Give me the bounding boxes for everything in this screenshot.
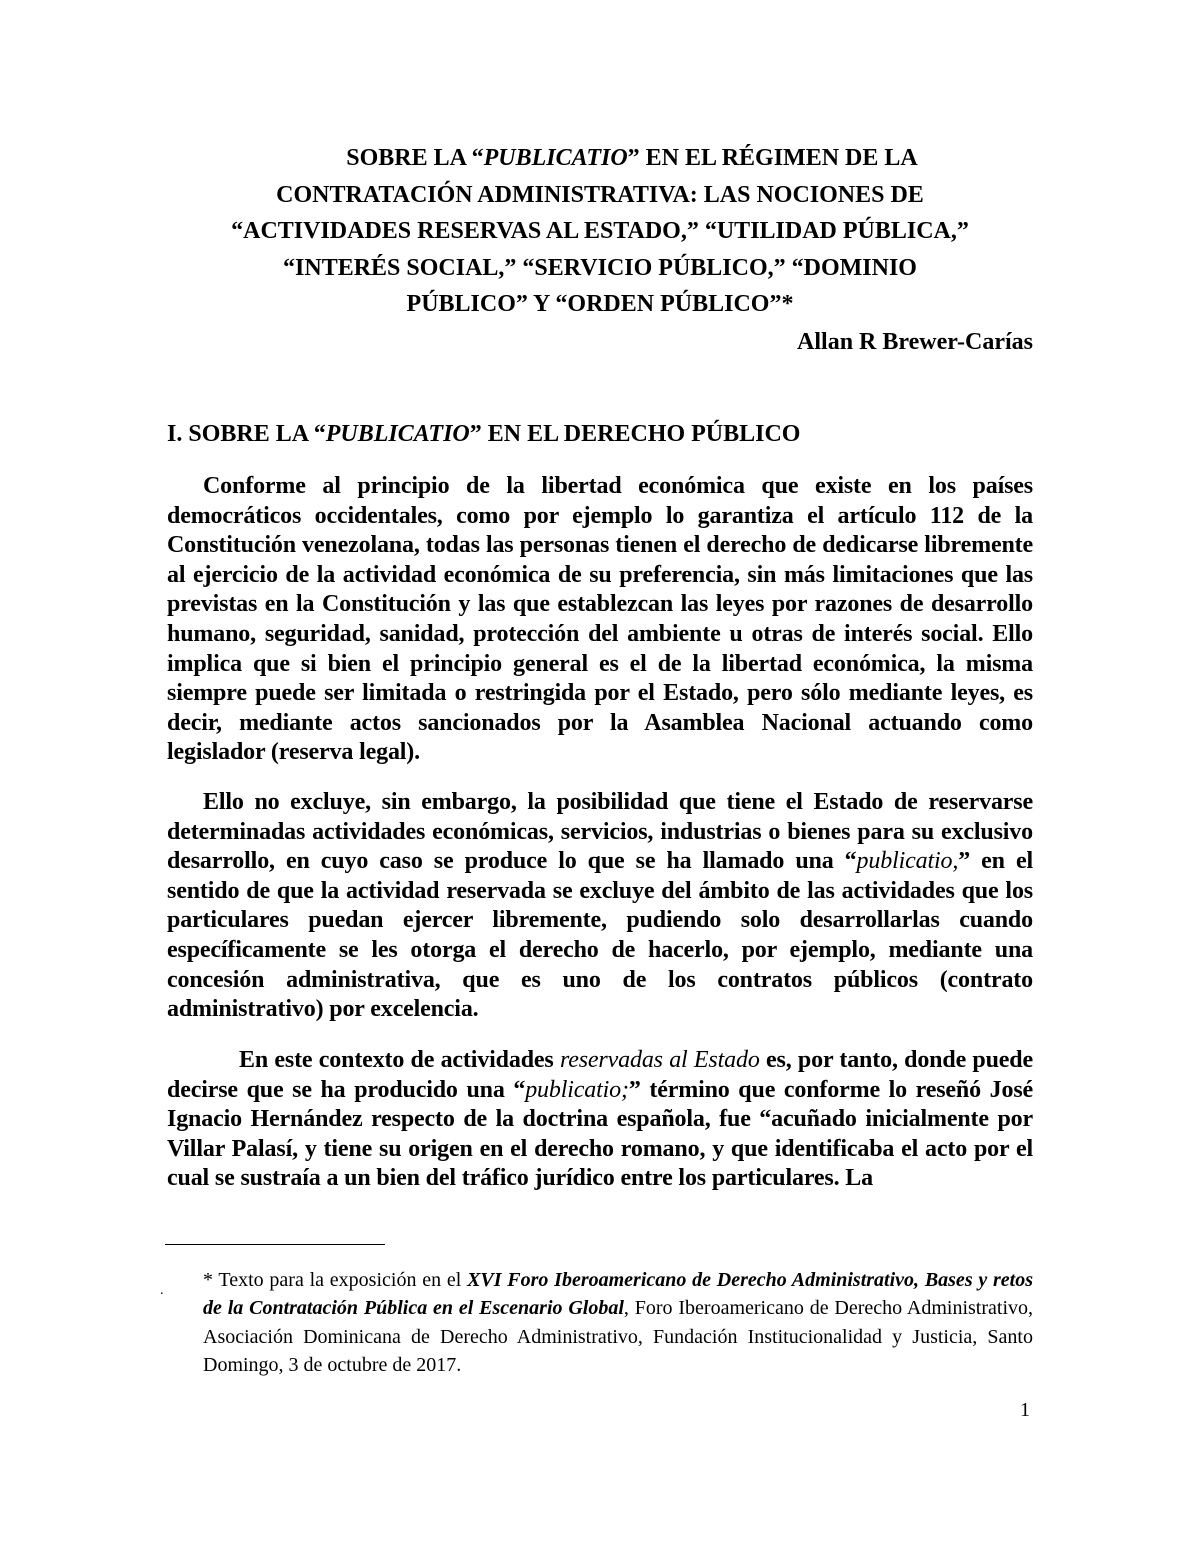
- footnote-separator: [165, 1244, 385, 1245]
- footnote-mark: *: [203, 1269, 213, 1291]
- title-line: CONTRATACIÓN ADMINISTRATIVA: LAS NOCIONES DE: [276, 181, 924, 208]
- body-paragraph-1: Conforme al principio de la libertad económica que existe en los países democráticos occidentales, como por ejemplo lo garantiza el artículo 112 de la Constitución venezolana, todas las personas tienen el derecho de dedicarse libremente al ejercicio de la actividad económica de su preferencia, sin más limitaciones que las previstas en la Constitución y las que establezcan las leyes por razones de desarrollo humano, seguridad, sanidad, protección del ambiente u otras de interés social. Ello implica que si bien el principio general es el de la libertad económica, la misma siempre puede ser limitada o restringida por el Estado, pero sólo mediante leyes, es decir, mediante actos sancionados por la Asamblea Nacional actuando como legislador (reserva legal).: [167, 473, 1033, 766]
- body-paragraph-2: Ello no excluye, sin embargo, la posibilidad que tiene el Estado de reservarse determinadas actividades económicas, servicios, industrias o bienes para su exclusivo desarrollo, en cuyo caso se produce lo que se ha llamado una “publicatio,” en el sentido de que la actividad reservada se excluye del ámbito de las actividades que los particulares puedan ejercer libremente, pudiendo solo desarrollarlas cuando específicamente se les otorga el derecho de hacerlo, por ejemplo, mediante una concesión administrativa, que es uno de los contratos públicos (contrato administrativo) por excelencia.: [167, 789, 1033, 1023]
- title-line: PÚBLICO” Y “ORDEN PÚBLICO”*: [406, 291, 794, 317]
- page-number: 1: [1020, 1399, 1030, 1421]
- italic-term: reservadas al Estado: [559, 1047, 760, 1073]
- italic-term: publicatio;: [525, 1076, 629, 1103]
- section-heading: I. SOBRE LA “PUBLICATIO” EN EL DERECHO PÚBLICO: [167, 421, 801, 447]
- body-paragraph-3: En este contexto de actividades reservadas al Estado es, por tanto, donde puede decirse que se ha producido una “publicatio;” término que conforme lo reseñó José Ignacio Hernández respecto de la doctrina española, fue “acuñado inicialmente por Villar Palasí, y tiene su origen en el derecho romano, y que identificaba el acto por el cual se sustraía a un bien del tráfico jurídico entre los particulares. La: [167, 1047, 1034, 1192]
- italic-term: publicatio,: [856, 848, 959, 875]
- title-line: “INTERÉS SOCIAL,” “SERVICIO PÚBLICO,” “DOMINIO: [283, 254, 917, 281]
- document-title: [200, 140, 1000, 323]
- title-line: SOBRE LA “PUBLICATIO” EN EL RÉGIMEN DE LA: [346, 145, 918, 171]
- heading-italic-term: PUBLICATIO: [325, 421, 470, 447]
- footnote: * Texto para la exposición en el XVI Foro Iberoamericano de Derecho Administrativo, Bases y retos de la Contratación Pública en el Escenario Global, Foro Iberoamericano de Derecho Administrativo, Asociación Dominicana de Derecho Administrativo, Fundación Institucionalidad y Justicia, Santo Domingo, 3 de octubre de 2017.: [203, 1269, 1034, 1377]
- author-name: Allan R Brewer-Carías: [797, 329, 1033, 355]
- title-line: “ACTIVIDADES RESERVAS AL ESTADO,” “UTILIDAD PÚBLICA,”: [231, 218, 969, 244]
- title-italic-term: PUBLICATIO: [483, 145, 628, 171]
- footnote-event-title: XVI Foro Iberoamericano de Derecho Administrativo, Bases y retos de la Contratación Pública en el Escenario Global: [203, 1269, 1034, 1320]
- footnote-dot: .: [160, 1283, 164, 1298]
